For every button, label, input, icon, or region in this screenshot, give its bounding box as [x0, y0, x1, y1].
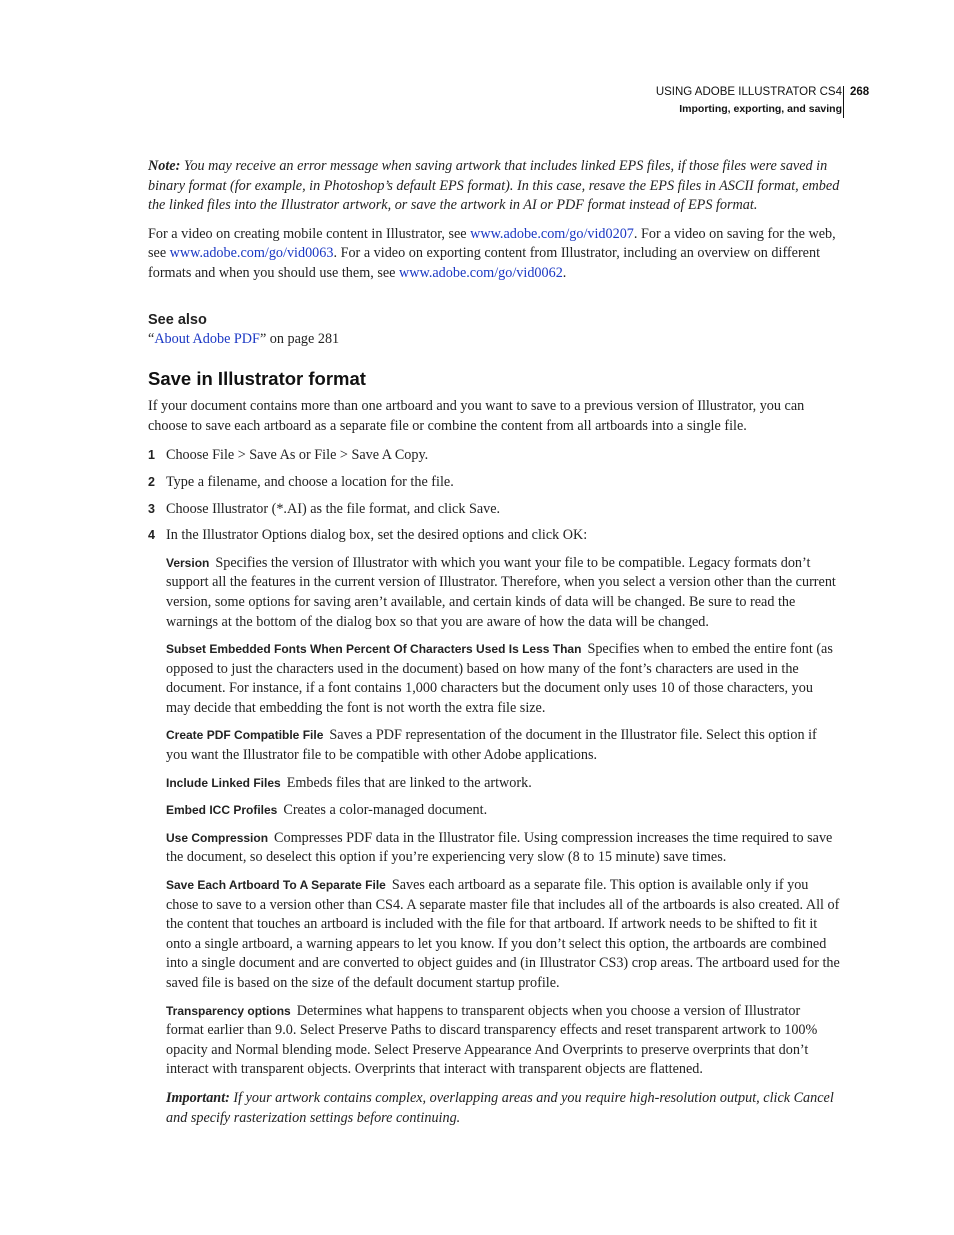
book-title: USING ADOBE ILLUSTRATOR CS4 — [655, 86, 842, 98]
see-also-suffix: ” on page 281 — [259, 330, 340, 347]
video-text-4: . — [562, 264, 567, 281]
step-item — [148, 500, 840, 520]
step-item — [148, 473, 840, 493]
option-embed-icc — [166, 801, 840, 821]
option-desc: Embeds files that are linked to the artwork. — [286, 774, 532, 791]
important-note — [166, 1089, 840, 1128]
option-term: Subset Embedded Fonts When Percent Of Characters Used Is Less Than — [166, 642, 582, 657]
page-body — [148, 157, 840, 1128]
option-subset-fonts — [166, 640, 840, 718]
section-intro: If your document contains more than one artboard and you want to save to a previous version of Illustrator, you can choose to save each artboard as a separate file or combine the content from all artboards into a single file. — [148, 398, 805, 434]
option-desc: Creates a color-managed document. — [283, 802, 488, 819]
important-label: Important: — [166, 1089, 230, 1106]
options-list — [166, 554, 840, 1128]
option-term: Version — [166, 555, 210, 570]
option-desc: Saves a PDF representation of the document in the Illustrator file. Select this option if you want the Illustrator file to be compatible with other Adobe applications. — [166, 727, 817, 764]
option-term: Embed ICC Profiles — [166, 803, 278, 818]
section-heading: Save in Illustrator format — [148, 368, 366, 390]
video-text-1: For a video on creating mobile content in Illustrator, see — [148, 225, 471, 242]
step-item — [148, 526, 840, 546]
option-desc: Saves each artboard as a separate file. This option is available only if you chose to save to a version other than CS4. A separate master file that includes all of the artboards is also created. All of the content that touches an artboard is included with the file for that artboard. If artwork needs to be shifted to fit it onto a single artboard, a warning appears to let you know. If you don’t select this option, the artboards are combined into a single document and are converted to object guides and (in Illustrator CS3) crop areas. The artboard used for the saved file is based on the size of the default document startup profile. — [166, 877, 840, 991]
video-link-vid0207[interactable]: www.adobe.com/go/vid0207 — [470, 225, 634, 242]
page-number: 268 — [850, 86, 870, 98]
option-desc: Compresses PDF data in the Illustrator file. Using compression increases the time required to save the document, so deselect this option if you’re experiencing very slow (8 to 15 minute) save times. — [166, 829, 833, 866]
option-term: Transparency options — [166, 1003, 291, 1018]
note-label: Note: — [148, 158, 181, 174]
option-term: Save Each Artboard To A Separate File — [166, 878, 386, 893]
option-term: Create PDF Compatible File — [166, 728, 324, 743]
option-pdf-compatible — [166, 726, 840, 765]
video-paragraph — [148, 225, 840, 284]
option-separate-artboards — [166, 876, 840, 994]
video-link-vid0062[interactable]: www.adobe.com/go/vid0062 — [399, 264, 563, 281]
option-term: Use Compression — [166, 830, 269, 845]
option-transparency — [166, 1002, 840, 1080]
step-text: Choose File > Save As or File > Save A Copy. — [166, 447, 429, 464]
header-divider — [843, 86, 844, 118]
step-number: 4 — [148, 528, 155, 543]
step-item — [148, 446, 840, 466]
see-also-reference — [148, 330, 840, 350]
important-text: If your artwork contains complex, overlapping areas and you require high-resolution output, click Cancel and specify rasterization settings before continuing. — [166, 1089, 834, 1126]
option-compression — [166, 829, 840, 868]
about-adobe-pdf-link[interactable]: About Adobe PDF — [154, 330, 260, 347]
note-text: You may receive an error message when saving artwork that includes linked EPS files, if those files were saved in binary format (for example, in Photoshop’s default EPS format). In this case, resave the EPS files in ASCII format, embed the linked files into the Illustrator artwork, or save the artwork in AI or PDF format instead of EPS format. — [148, 158, 840, 214]
step-text: In the Illustrator Options dialog box, set the desired options and click OK: — [166, 527, 588, 544]
chapter-title: Importing, exporting, and saving — [679, 103, 842, 115]
note-paragraph — [148, 157, 840, 216]
running-header — [656, 84, 842, 118]
steps-list — [148, 446, 840, 545]
step-text: Type a filename, and choose a location for the file. — [166, 473, 454, 490]
option-desc: Determines what happens to transparent objects when you choose a version of Illustrator format earlier than 9.0. Select Preserve Paths to discard transparency effects and reset transparent artwork to 100% opacity and Normal blending mode. Select Preserve Appearance And Overprints to preserve overprints that don’t interact with transparent objects. Overprints that interact with transparent objects are flattened. — [166, 1002, 818, 1078]
option-desc: Specifies the version of Illustrator with which you want your file to be compatible. Legacy formats don’t support all the features in the current version of Illustrator. Therefore, when you select a version other than the current version, some options for saving aren’t available, and certain kinds of data will be changed. Be sure to read the warnings at the bottom of the dialog box so that you are aware of how the data will be changed. — [166, 554, 836, 630]
video-link-vid0063[interactable]: www.adobe.com/go/vid0063 — [169, 245, 334, 262]
see-also-open-quote: “ — [148, 330, 155, 347]
step-number: 1 — [148, 448, 155, 463]
option-include-linked — [166, 774, 840, 794]
option-version — [166, 554, 840, 632]
video-text-3: . For a video on exporting content from Illustrator, including an overview on different formats and when you should use them, see — [148, 245, 821, 281]
see-also-heading: See also — [148, 311, 207, 328]
step-number: 2 — [148, 474, 155, 489]
step-number: 3 — [148, 501, 155, 516]
video-text-2: . For a video on saving for the web, see — [148, 225, 836, 262]
option-term: Include Linked Files — [166, 775, 281, 790]
step-text: Choose Illustrator (*.AI) as the file format, and click Save. — [166, 500, 501, 517]
option-desc: Specifies when to embed the entire font (as opposed to just the characters used in the document) based on how many of the font’s characters are used in the document. For instance, if a font contains 1,000 characters but the document only uses 10 of those characters, you may decide that embedding the font is not worth the extra file size. — [166, 641, 833, 716]
